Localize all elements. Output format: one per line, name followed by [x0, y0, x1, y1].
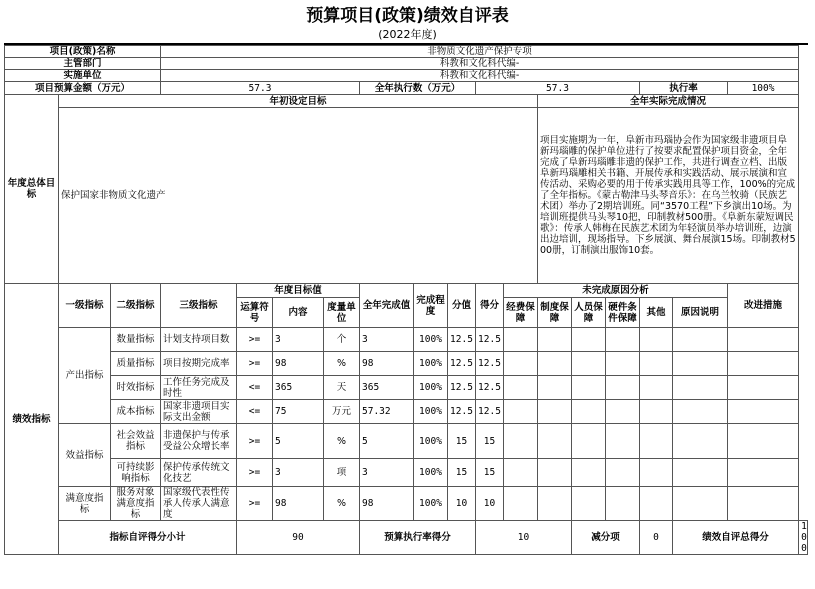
total-label: 绩效自评总得分 [673, 521, 799, 555]
row-3-r2 [538, 400, 572, 424]
page-year: (2022年度) [378, 28, 437, 41]
col-r1: 经费保障 [504, 298, 538, 328]
deduct-label: 减分项 [572, 521, 640, 555]
row-5-level3: 保护传承传统文化技艺 [161, 459, 237, 487]
col-level2: 二级指标 [111, 284, 161, 328]
col-fix: 改进措施 [728, 284, 799, 328]
row-1-content: 98 [273, 352, 324, 376]
row-2-actual: 365 [360, 376, 414, 400]
row-6-level3: 国家级代表性传承人传承人满意度 [161, 487, 237, 521]
subtotal-value: 90 [237, 521, 360, 555]
row-2-score: 12.5 [448, 376, 476, 400]
row-4-level3: 非遗保护与传承受益公众增长率 [161, 424, 237, 459]
row-3-level2: 成本指标 [111, 400, 161, 424]
row-4-content: 5 [273, 424, 324, 459]
row-5-r5 [640, 459, 673, 487]
budget-score-label: 预算执行率得分 [360, 521, 476, 555]
row-5-op: >= [237, 459, 273, 487]
row-4-r5 [640, 424, 673, 459]
row-4-unit: % [324, 424, 360, 459]
row-6-r6 [673, 487, 728, 521]
col-reason-group: 未完成原因分析 [504, 284, 728, 298]
row-1-r6 [673, 352, 728, 376]
row-6-r3 [572, 487, 606, 521]
row-6-fix [728, 487, 799, 521]
row-2-r5 [640, 376, 673, 400]
group-output: 产出指标 [59, 328, 111, 424]
page-title: 预算项目(政策)绩效自评表 [306, 6, 509, 26]
row-1-r3 [572, 352, 606, 376]
row-0-r3 [572, 328, 606, 352]
col-got: 得分 [476, 284, 504, 328]
row-5-content: 3 [273, 459, 324, 487]
evaluation-table [4, 45, 808, 555]
initial-goal-header: 年初设定目标 [59, 95, 538, 108]
row-3-actual: 57.32 [360, 400, 414, 424]
actual-result-header: 全年实际完成情况 [538, 95, 799, 108]
row-2-r6 [673, 376, 728, 400]
row-2-fix [728, 376, 799, 400]
row-5-r4 [606, 459, 640, 487]
row-4-r2 [538, 424, 572, 459]
row-0-level2: 数量指标 [111, 328, 161, 352]
row-5-r3 [572, 459, 606, 487]
row-1-unit: % [324, 352, 360, 376]
row-3-r6 [673, 400, 728, 424]
row-0-content: 3 [273, 328, 324, 352]
col-r6: 原因说明 [673, 298, 728, 328]
row-0-unit: 个 [324, 328, 360, 352]
row-2-r4 [606, 376, 640, 400]
col-target-group: 年度目标值 [237, 284, 360, 298]
row-1-r4 [606, 352, 640, 376]
col-score: 分值 [448, 284, 476, 328]
row-1-level3: 项目按期完成率 [161, 352, 237, 376]
subtotal-label: 指标自评得分小计 [59, 521, 237, 555]
row-6-score: 10 [448, 487, 476, 521]
row-4-actual: 5 [360, 424, 414, 459]
row-0-actual: 3 [360, 328, 414, 352]
row-5-r6 [673, 459, 728, 487]
row-3-r3 [572, 400, 606, 424]
rate-label: 执行率 [640, 82, 728, 95]
budget-score-value: 10 [476, 521, 572, 555]
row-0-score: 12.5 [448, 328, 476, 352]
row-0-r6 [673, 328, 728, 352]
deduct-value: 0 [640, 521, 673, 555]
row-1-op: >= [237, 352, 273, 376]
row-3-r4 [606, 400, 640, 424]
row-2-r3 [572, 376, 606, 400]
dept-value: 科教和文化科代编- [161, 58, 799, 70]
unit-label: 实施单位 [5, 70, 161, 82]
row-5-actual: 3 [360, 459, 414, 487]
col-r3: 人员保障 [572, 298, 606, 328]
row-1-r2 [538, 352, 572, 376]
row-6-degree: 100% [414, 487, 448, 521]
row-6-unit: % [324, 487, 360, 521]
row-4-degree: 100% [414, 424, 448, 459]
row-5-score: 15 [448, 459, 476, 487]
row-4-level2: 社会效益指标 [111, 424, 161, 459]
row-0-r5 [640, 328, 673, 352]
row-3-level3: 国家非遗项目实际支出金额 [161, 400, 237, 424]
row-6-r5 [640, 487, 673, 521]
row-3-fix [728, 400, 799, 424]
exec-label: 全年执行数（万元） [360, 82, 476, 95]
actual-result-text: 项目实施期为一年，阜新市玛瑙协会作为国家级非遗项目阜新玛瑙雕的保护单位进行了按要求配置保护项目资金，全年完成了阜新玛瑙雕非遗的保护工作，共进行调查立档、出版阜新玛瑙雕相关书籍、开展传承和实践活动、展示展演和宣传活动、采购必要的用于传承实践用具等工作，100%的完成了全年指标。《蒙古勒津马头琴音乐》：在乌兰牧骑（民族艺术团）举办了2期培训班。同“3570工程”下乡演出10场。为培训班提供马头琴10把，印制教材500册。《阜新东蒙短调民歌》：传承人韩梅在民族艺术团为年轻演员举办培训班，边演出边培训，现场指导。下乡展演、舞台展演15场。印制教材500册，订制演出服饰10套。 [538, 108, 799, 284]
total-value: 100 [799, 521, 808, 555]
row-6-r4 [606, 487, 640, 521]
row-3-unit: 万元 [324, 400, 360, 424]
col-content: 内容 [273, 298, 324, 328]
row-3-r1 [504, 400, 538, 424]
row-0-degree: 100% [414, 328, 448, 352]
row-0-level3: 计划支持项目数 [161, 328, 237, 352]
row-6-level2: 服务对象满意度指标 [111, 487, 161, 521]
unit-value: 科教和文化科代编- [161, 70, 799, 82]
row-5-level2: 可持续影响指标 [111, 459, 161, 487]
row-1-degree: 100% [414, 352, 448, 376]
project-name-value: 非物质文化遗产保护专项 [161, 46, 799, 58]
row-5-r2 [538, 459, 572, 487]
row-2-unit: 天 [324, 376, 360, 400]
dept-label: 主管部门 [5, 58, 161, 70]
row-0-r1 [504, 328, 538, 352]
rate-value: 100% [728, 82, 799, 95]
row-3-score: 12.5 [448, 400, 476, 424]
row-5-fix [728, 459, 799, 487]
col-actual: 全年完成值 [360, 284, 414, 328]
row-1-level2: 质量指标 [111, 352, 161, 376]
row-3-op: <= [237, 400, 273, 424]
row-4-r6 [673, 424, 728, 459]
row-5-degree: 100% [414, 459, 448, 487]
row-2-r1 [504, 376, 538, 400]
row-1-r1 [504, 352, 538, 376]
row-1-got: 12.5 [476, 352, 504, 376]
row-3-r5 [640, 400, 673, 424]
row-5-got: 15 [476, 459, 504, 487]
row-0-r2 [538, 328, 572, 352]
budget-label: 项目预算金额（万元） [5, 82, 161, 95]
row-3-content: 75 [273, 400, 324, 424]
row-2-got: 12.5 [476, 376, 504, 400]
row-1-r5 [640, 352, 673, 376]
exec-value: 57.3 [476, 82, 640, 95]
row-2-degree: 100% [414, 376, 448, 400]
row-5-r1 [504, 459, 538, 487]
row-1-actual: 98 [360, 352, 414, 376]
row-2-level3: 工作任务完成及时性 [161, 376, 237, 400]
row-3-degree: 100% [414, 400, 448, 424]
row-0-fix [728, 328, 799, 352]
row-3-got: 12.5 [476, 400, 504, 424]
row-2-content: 365 [273, 376, 324, 400]
row-4-r4 [606, 424, 640, 459]
row-6-actual: 98 [360, 487, 414, 521]
row-6-r2 [538, 487, 572, 521]
col-level1: 一级指标 [59, 284, 111, 328]
row-6-content: 98 [273, 487, 324, 521]
row-5-unit: 项 [324, 459, 360, 487]
row-1-fix [728, 352, 799, 376]
row-0-got: 12.5 [476, 328, 504, 352]
col-r4: 硬件条件保障 [606, 298, 640, 328]
project-name-label: 项目(政策)名称 [5, 46, 161, 58]
row-6-r1 [504, 487, 538, 521]
row-6-op: >= [237, 487, 273, 521]
row-4-score: 15 [448, 424, 476, 459]
row-6-got: 10 [476, 487, 504, 521]
row-2-level2: 时效指标 [111, 376, 161, 400]
row-4-got: 15 [476, 424, 504, 459]
col-degree: 完成程度 [414, 284, 448, 328]
row-4-r3 [572, 424, 606, 459]
goals-section-label: 年度总体目标 [5, 95, 59, 284]
col-op: 运算符号 [237, 298, 273, 328]
row-1-score: 12.5 [448, 352, 476, 376]
col-r5: 其他 [640, 298, 673, 328]
group-effect: 效益指标 [59, 424, 111, 487]
indicators-section-label: 绩效指标 [5, 284, 59, 555]
row-4-r1 [504, 424, 538, 459]
row-0-r4 [606, 328, 640, 352]
group-satisfaction: 满意度指标 [59, 487, 111, 521]
row-4-op: >= [237, 424, 273, 459]
col-r2: 制度保障 [538, 298, 572, 328]
initial-goal-text: 保护国家非物质文化遗产 [59, 108, 538, 284]
row-0-op: >= [237, 328, 273, 352]
col-unit: 度量单位 [324, 298, 360, 328]
row-4-fix [728, 424, 799, 459]
row-2-r2 [538, 376, 572, 400]
row-2-op: <= [237, 376, 273, 400]
col-level3: 三级指标 [161, 284, 237, 328]
budget-value: 57.3 [161, 82, 360, 95]
